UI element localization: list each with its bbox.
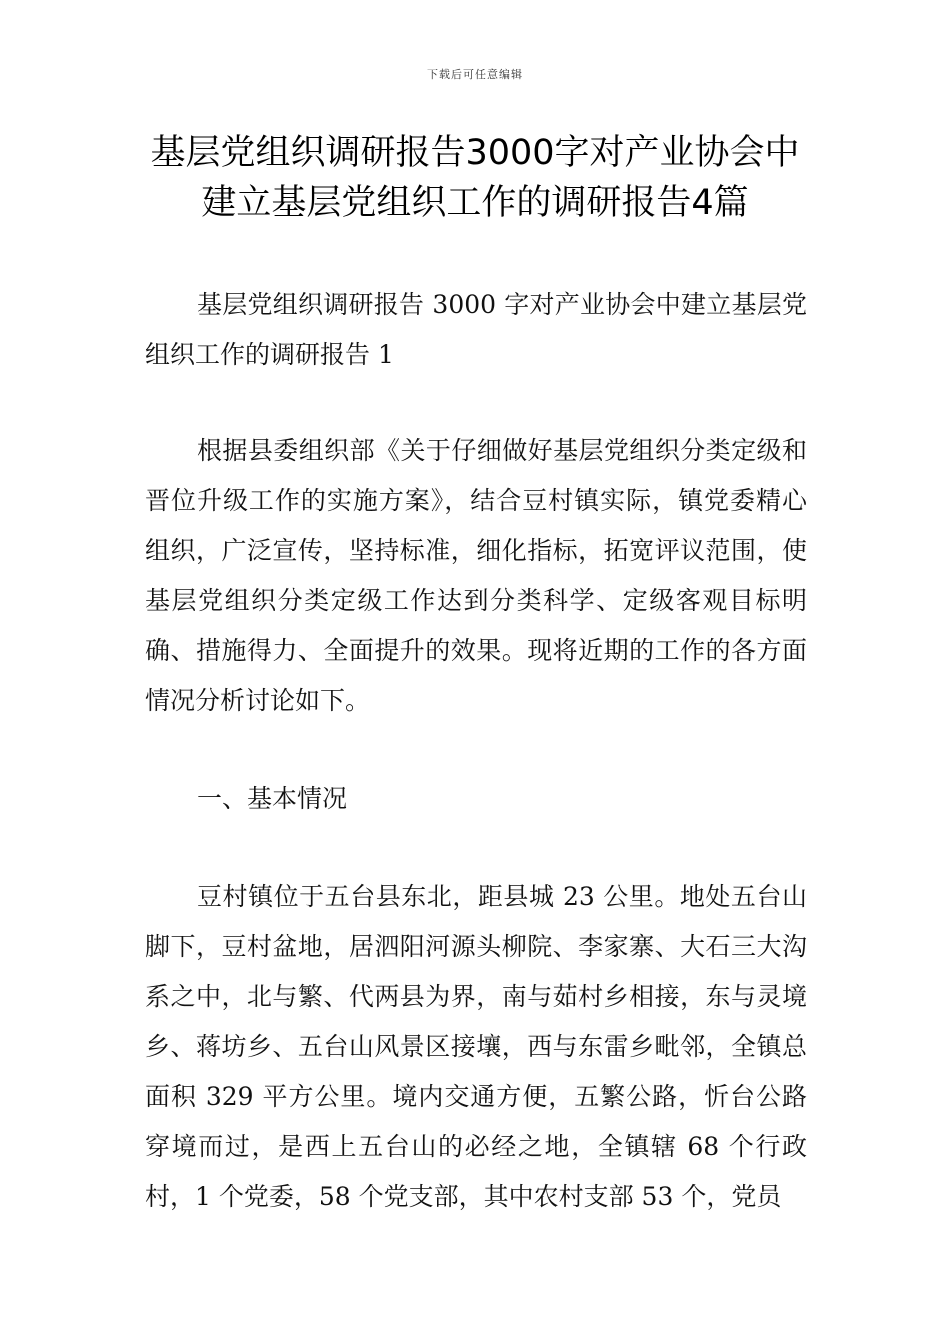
intro-paragraph: 根据县委组织部《关于仔细做好基层党组织分类定级和晋位升级工作的实施方案》，结合豆村镇实际，镇党委精心组织，广泛宣传，坚持标准，细化指标，拓宽评议范围，使基层党组织分类定级工作达到分类科学、定级客观目标明确、措施得力、全面提升的效果。现将近期的工作的各方面情况分析讨论如下。: [145, 436, 807, 715]
document-title: [120, 128, 830, 228]
title-line-2: 建立基层党组织工作的调研报告4篇: [201, 183, 749, 223]
body-paragraph: 豆村镇位于五台县东北，距县城 23 公里。地处五台山脚下，豆村盆地，居泗阳河源头柳院、李家寨、大石三大沟系之中，北与繁、代两县为界，南与茹村乡相接，东与灵境乡、蒋坊乡、五台山风景区接壤，西与东雷乡毗邻，全镇总面积 329 平方公里。境内交通方便，五繁公路，忻台公路穿境而过，是西上五台山的必经之地，全镇辖 68 个行政村，1 个党委，58 个党支部，其中农村支部 53 个，党员: [145, 882, 807, 1211]
header-note: 下载后可任意编辑: [427, 68, 523, 81]
subtitle-paragraph: 基层党组织调研报告 3000 字对产业协会中建立基层党组织工作的调研报告 1: [145, 290, 807, 369]
section-heading: 一、基本情况: [197, 784, 348, 813]
title-line-1: 基层党组织调研报告3000字对产业协会中: [150, 133, 800, 173]
